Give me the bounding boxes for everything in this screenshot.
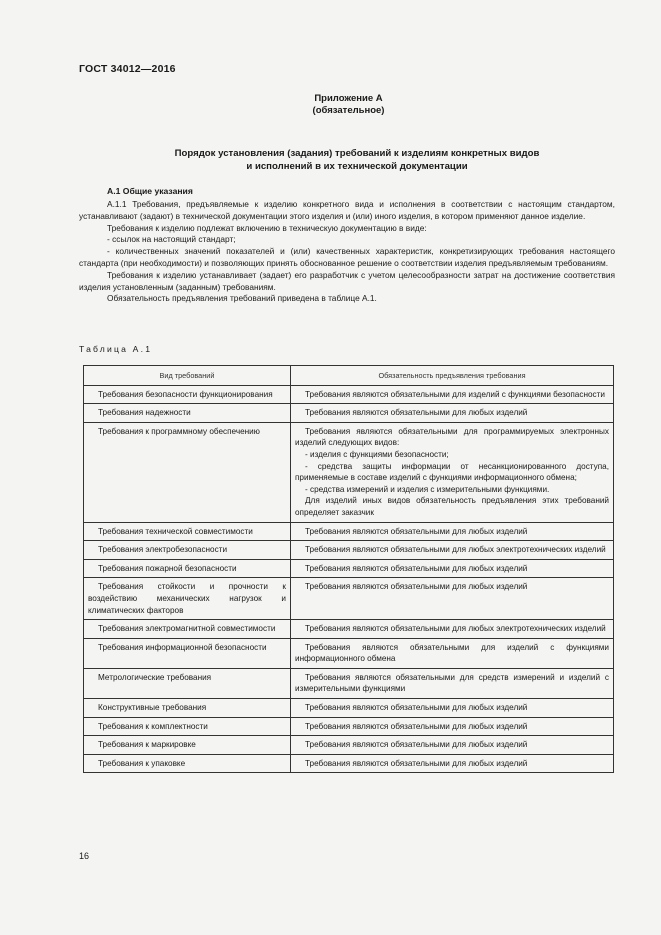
requirement-obligation-cell [291, 668, 614, 698]
requirement-type-text: Требования к программному обеспечению [98, 426, 260, 436]
requirement-obligation-text: Требования являются обязательными для любых изделий [305, 740, 528, 750]
requirement-obligation-text: Требования являются обязательными для средств измерений и изделий с измерительными функциями [295, 672, 609, 694]
requirement-obligation-text: Требования являются обязательными для любых электротехнических изделий [305, 624, 606, 634]
column-header: Обязательность предъявления требования [291, 366, 614, 386]
requirement-obligation-cell [291, 541, 614, 560]
requirement-type-text: Требования к упаковке [98, 758, 186, 768]
paragraph: - количественных значений показателей и (или) качественных характеристик, конкретизирующих требования настоящего стандарта (при необходимости) и позволяющих принять обоснованное решение о соответствии изделия предъявляемым требованиям. [79, 246, 615, 268]
requirement-type-text: Требования стойкости и прочности к воздействию механических нагрузок и климатических факторов [88, 582, 286, 615]
requirement-obligation-text: Требования являются обязательными для изделий с функциями информационного обмена [295, 642, 609, 664]
requirement-type-text: Требования пожарной безопасности [98, 563, 237, 573]
requirement-type-text: Требования электробезопасности [98, 545, 228, 555]
requirement-obligation-text: Требования являются обязательными для любых изделий [305, 721, 528, 731]
table-row [84, 754, 614, 773]
requirement-type-cell [84, 620, 291, 639]
requirement-type-cell [84, 541, 291, 560]
table-row [84, 717, 614, 736]
requirement-obligation-cell [291, 754, 614, 773]
requirement-obligation-cell [291, 422, 614, 522]
requirement-obligation-text: Требования являются обязательными для любых изделий [305, 408, 528, 418]
requirement-type-text: Конструктивные требования [98, 703, 207, 713]
requirement-obligation-text: Требования являются обязательными для программируемых электронных изделий следующих видов: [295, 426, 609, 448]
appendix-status: (обязательное) [312, 105, 385, 116]
requirement-obligation-text: Требования являются обязательными для любых изделий [305, 582, 528, 592]
table-row [84, 620, 614, 639]
paragraph: Требования к изделию устанавливает (задает) его разработчик с учетом целесообразности затрат на достижение соответствия изделия установленным (заданным) требованиям. [79, 269, 615, 292]
requirement-obligation-cell [291, 578, 614, 620]
table-row [84, 404, 614, 423]
requirement-type-cell [84, 699, 291, 718]
requirement-type-cell [84, 559, 291, 578]
requirement-type-text: Требования технической совместимости [98, 526, 253, 536]
requirement-type-cell [84, 385, 291, 404]
requirement-obligation-text: Требования являются обязательными для любых изделий [305, 563, 528, 573]
requirement-obligation-text: - изделия с функциями безопасности; [305, 449, 449, 459]
requirement-obligation-cell [291, 736, 614, 755]
requirement-type-cell [84, 754, 291, 773]
table-row [84, 541, 614, 560]
requirement-type-cell [84, 736, 291, 755]
page-number: 16 [79, 851, 90, 861]
requirement-type-text: Метрологические требования [98, 672, 212, 682]
requirement-type-cell [84, 404, 291, 423]
requirement-obligation-cell [291, 522, 614, 541]
table-row [84, 578, 614, 620]
requirement-obligation-cell [291, 559, 614, 578]
paragraph: Обязательность предъявления требований приведена в таблице А.1. [107, 293, 377, 304]
table-row [84, 736, 614, 755]
requirement-obligation-text: Требования являются обязательными для любых изделий [305, 526, 528, 536]
requirement-obligation-text: Требования являются обязательными для любых электротехнических изделий [305, 545, 606, 555]
requirement-type-cell [84, 578, 291, 620]
column-header: Вид требований [84, 366, 291, 386]
document-header: ГОСТ 34012—2016 [79, 63, 176, 75]
requirement-obligation-text: - средства измерений и изделия с измерительными функциями. [305, 484, 550, 494]
requirement-type-cell [84, 422, 291, 522]
table-row [84, 422, 614, 522]
requirement-type-text: Требования электромагнитной совместимости [98, 624, 276, 634]
requirements-table [83, 365, 614, 773]
table-row [84, 668, 614, 698]
requirement-type-text: Требования информационной безопасности [98, 642, 267, 652]
paragraph: Требования к изделию подлежат включению в техническую документацию в виде: [107, 222, 427, 233]
table-header-row [84, 366, 614, 386]
paragraph: - ссылок на настоящий стандарт; [107, 234, 236, 245]
requirement-type-text: Требования к комплектности [98, 721, 208, 731]
appendix-heading-line1: Порядок установления (задания) требований к изделиям конкретных видов [174, 148, 540, 159]
table-row [84, 522, 614, 541]
requirement-obligation-cell [291, 620, 614, 639]
requirement-obligation-text: Требования являются обязательными для изделий с функциями безопасности [305, 389, 605, 399]
requirement-type-cell [84, 638, 291, 668]
requirement-type-text: Требования к маркировке [98, 740, 196, 750]
requirement-obligation-text: Требования являются обязательными для любых изделий [305, 758, 528, 768]
table-row [84, 699, 614, 718]
table-row [84, 385, 614, 404]
requirement-type-text: Требования безопасности функционирования [98, 389, 273, 399]
body-text [79, 199, 615, 305]
requirement-type-cell [84, 522, 291, 541]
requirement-type-text: Требования надежности [98, 408, 191, 418]
appendix-heading-line2: и исполнений в их технической документации [246, 161, 468, 172]
table-caption: Таблица А.1 [79, 344, 153, 354]
section-heading: А.1 Общие указания [107, 186, 193, 196]
requirement-obligation-cell [291, 717, 614, 736]
requirement-obligation-text: - средства защиты информации от несанкционированного доступа, применяемые в составе изделий с функциями информационного обмена; [295, 461, 609, 483]
table-row [84, 559, 614, 578]
requirement-obligation-cell [291, 404, 614, 423]
table-row [84, 638, 614, 668]
requirement-obligation-cell [291, 699, 614, 718]
appendix-title: Приложение А [314, 93, 383, 104]
requirement-obligation-cell [291, 638, 614, 668]
requirement-obligation-text: Требования являются обязательными для любых изделий [305, 703, 528, 713]
paragraph: А.1.1 Требования, предъявляемые к изделию конкретного вида и исполнения в соответствии с настоящим стандартом, устанавливают (задают) в технической документации этого изделия и (или) иного изделия, в котором применяют данное изделие. [79, 199, 615, 221]
requirement-obligation-text: Для изделий иных видов обязательность предъявления этих требований определяет заказчик [295, 496, 609, 517]
requirement-type-cell [84, 717, 291, 736]
requirement-obligation-cell [291, 385, 614, 404]
requirement-type-cell [84, 668, 291, 698]
